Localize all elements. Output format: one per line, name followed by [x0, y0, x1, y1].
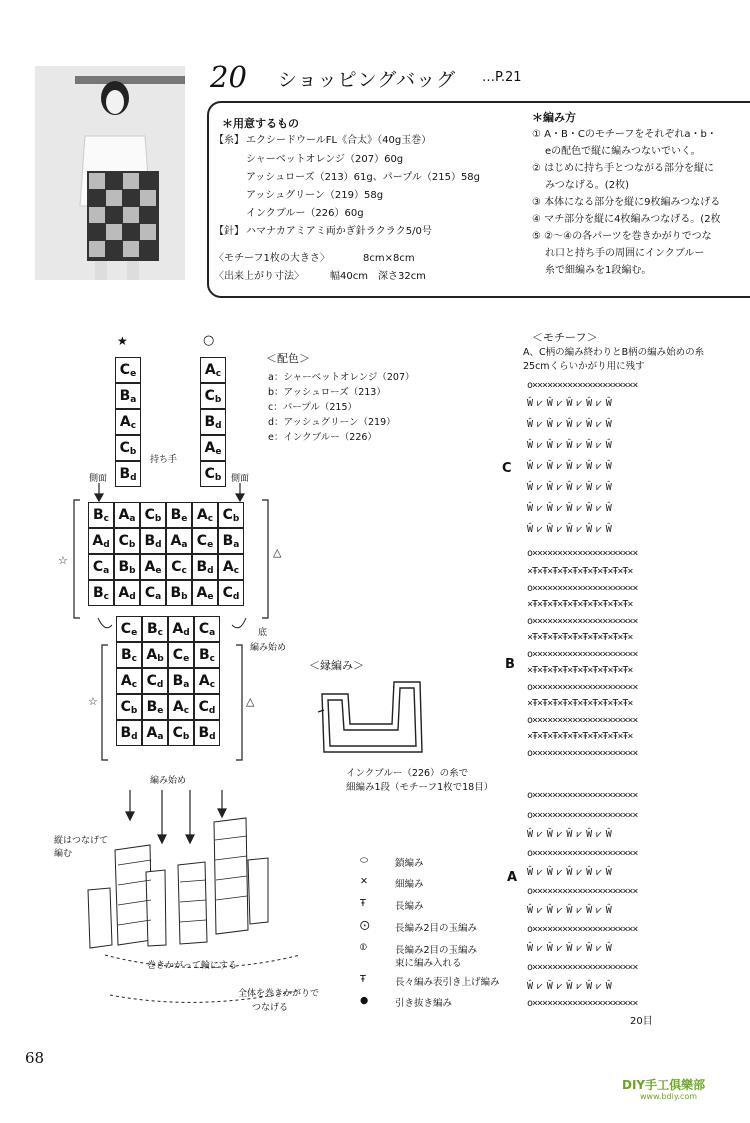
page-reference: …P.21: [482, 70, 522, 85]
chart-row: Ŵ ⩗ Ŵ ⩗ Ŵ ⩗ Ŵ ⩗ Ŵ: [527, 419, 611, 430]
chart-row: o×××××××××××××××××××××: [527, 548, 638, 559]
start-label: 編み始め: [150, 776, 187, 786]
motif-cell: $C_b$: [114, 528, 140, 554]
instruction-line: れ口と持ち手の周囲にインクブルー: [545, 248, 705, 259]
motif-note: 25cmくらいかがり用に残す: [523, 361, 645, 372]
color-key-item: d：アッシュグリーン（219）: [268, 417, 396, 428]
svg-text:☆: ☆: [88, 695, 98, 708]
chart-row: o×××××××××××××××××××××: [527, 615, 638, 627]
motif-cell: $A_b$: [142, 642, 168, 668]
chart-row: o×××××××××××××××××××××: [527, 790, 638, 801]
motif-cell: $C_b$: [200, 383, 226, 409]
motif-cell: $A_d$: [114, 580, 140, 606]
motif-cell: $C_d$: [142, 668, 168, 694]
color-key-item: a：シャーベットオレンジ（207）: [268, 372, 415, 383]
instruction-line: ② はじめに持ち手とつながる部分を縦に: [532, 163, 714, 174]
chart-row: Ŵ ⩗ Ŵ ⩗ Ŵ ⩗ Ŵ ⩗ Ŵ: [527, 524, 611, 535]
motif-cell: $A_c$: [168, 694, 194, 720]
chart-row: o×××××××××××××××××××××: [527, 810, 638, 821]
chart-row: o×××××××××××××××××××××: [527, 886, 638, 897]
motif-cell: $A_d$: [88, 528, 114, 554]
chart-row: Ŵ ⩗ Ŵ ⩗ Ŵ ⩗ Ŵ ⩗ Ŵ: [527, 503, 611, 514]
motif-cell: $B_b$: [166, 580, 192, 606]
edge-diagram: [310, 672, 450, 772]
section-label-a: A: [507, 870, 518, 885]
motif-cell: $C_d$: [194, 694, 220, 720]
motif-size-label: 〈モチーフ1枚の大きさ〉: [214, 253, 330, 264]
chart-row: Ŵ ⩗ Ŵ ⩗ Ŵ ⩗ Ŵ ⩗ Ŵ: [527, 981, 611, 992]
instruction-line: ① A・B・Cのモチーフをそれぞれa・b・: [532, 129, 717, 140]
instruction-line: ④ マチ部分を縦に4枚編みつなげる。(2枚: [532, 214, 721, 225]
chart-row: ×Ŧ×Ŧ×Ŧ×Ŧ×Ŧ×Ŧ×Ŧ×Ŧ×Ŧ×Ŧ×: [527, 665, 633, 676]
chart-row: Ŵ ⩗ Ŵ ⩗ Ŵ ⩗ Ŵ ⩗ Ŵ: [527, 482, 611, 493]
motif-cell: $B_c$: [142, 616, 168, 642]
motif-cell: $B_d$: [194, 720, 220, 746]
motif-cell: $A_c$: [115, 409, 141, 435]
circle-marker: ○: [203, 333, 215, 348]
motif-cell: $A_a$: [142, 720, 168, 746]
instruction-line: みつなげる。(2枚): [545, 180, 629, 191]
chart-row: o×××××××××××××××××××××: [527, 998, 638, 1009]
whole-note: 全体を巻きかがりで: [238, 989, 320, 999]
side-label-left: 側面: [89, 474, 108, 484]
edge-note: インクブルー（226）の糸で: [346, 768, 469, 779]
motif-cell: $A_d$: [168, 616, 194, 642]
chart-row: Ŵ ⩗ Ŵ ⩗ Ŵ ⩗ Ŵ ⩗ Ŵ: [527, 440, 611, 451]
chart-row: o×××××××××××××××××××××: [527, 681, 638, 693]
motif-cell: $A_e$: [200, 435, 226, 461]
chart-row: o×××××××××××××××××××××: [527, 582, 638, 594]
chart-row: o×××××××××××××××××××××: [527, 380, 638, 391]
motif-cell: $B_d$: [140, 528, 166, 554]
yarn-line: アッシュローズ（213）61g、パープル（215）58g: [246, 172, 481, 183]
materials-heading: ＊用意するもの: [222, 117, 299, 130]
motif-cell: $C_a$: [140, 580, 166, 606]
chart-row: o×××××××××××××××××××××: [527, 648, 638, 660]
yarn-line: エクシードウールFL《合太》（40g玉巻）: [246, 135, 432, 146]
motif-cell: $C_a$: [194, 616, 220, 642]
motif-heading: ＜モチーフ＞: [532, 331, 598, 344]
color-key-item: b：アッシュローズ（213）: [268, 387, 386, 398]
chart-row: o×××××××××××××××××××××: [527, 714, 638, 726]
motif-cell: $C_e$: [115, 357, 141, 383]
chart-row: Ŵ ⩗ Ŵ ⩗ Ŵ ⩗ Ŵ ⩗ Ŵ: [527, 867, 611, 878]
chart-row: o×××××××××××××××××××××: [527, 924, 638, 935]
color-key-item: c：パープル（215）: [268, 402, 358, 413]
motif-cell: $A_c$: [194, 668, 220, 694]
motif-cell: $A_a$: [166, 528, 192, 554]
motif-cell: $B_c$: [88, 502, 114, 528]
join-note: 編む: [54, 849, 73, 859]
pattern-number: 20: [210, 60, 247, 94]
motif-cell: $C_b$: [140, 502, 166, 528]
motif-cell: $C_e$: [192, 528, 218, 554]
yarn-line: アッシュグリーン（219）58g: [246, 190, 384, 201]
legend-symbol: ●: [360, 995, 369, 1006]
handle-label: 持ち手: [150, 452, 177, 465]
chart-row: ×Ŧ×Ŧ×Ŧ×Ŧ×Ŧ×Ŧ×Ŧ×Ŧ×Ŧ×Ŧ×: [527, 632, 633, 643]
motif-cell: $B_a$: [115, 383, 141, 409]
motif-cell: $C_d$: [218, 580, 244, 606]
stitch-count: 20目: [630, 1016, 653, 1027]
side-label-right: 側面: [231, 474, 250, 484]
svg-text:△: △: [246, 695, 255, 708]
bottom-start-label: 編み始め: [250, 643, 287, 653]
motif-cell: $B_c$: [116, 642, 142, 668]
motif-cell: $A_e$: [140, 554, 166, 580]
chart-row: o×××××××××××××××××××××: [527, 747, 638, 759]
instruction-line: eの配色で縦に編みつないでいく。: [545, 146, 701, 157]
finished-size-value: 幅40cm 深さ32cm: [330, 271, 426, 282]
chart-row: o×××××××××××××××××××××: [527, 962, 638, 973]
section-label-b: B: [505, 657, 515, 672]
instruction-line: ⑤ ②～④の各パーツを巻きかがりでつな: [532, 231, 712, 242]
yarn-line: インクブルー（226）60g: [246, 208, 364, 219]
motif-cell: $B_d$: [200, 409, 226, 435]
whole-note: つなげる: [252, 1003, 289, 1013]
instructions-heading: ＊編み方: [532, 111, 576, 124]
watermark-url: www.bdiy.com: [640, 1092, 698, 1101]
motif-cell: $B_b$: [114, 554, 140, 580]
instruction-line: ③ 本体になる部分を縦に9枚編みつなげる: [532, 197, 721, 208]
legend-name: 長編み2目の玉編み: [395, 923, 478, 934]
motif-cell: $C_e$: [168, 642, 194, 668]
motif-cell: $B_d$: [192, 554, 218, 580]
instruction-line: 糸で細編みを1段編む。: [545, 265, 652, 276]
motif-note: A、C柄の編み終わりとB柄の編み始めの糸: [523, 347, 705, 358]
legend-name: 鎖編み: [395, 858, 424, 869]
motif-cell: $C_b$: [115, 435, 141, 461]
legend-symbol: Ŧ: [360, 974, 366, 985]
legend-symbol: ⦶: [360, 942, 367, 953]
motif-cell: $C_c$: [166, 554, 192, 580]
motif-cell: $B_e$: [166, 502, 192, 528]
legend-symbol: ⬭: [360, 855, 369, 866]
chart-row: Ŵ ⩗ Ŵ ⩗ Ŵ ⩗ Ŵ ⩗ Ŵ: [527, 461, 611, 472]
motif-cell: $C_e$: [116, 616, 142, 642]
edge-heading: ＜縁編み＞: [309, 659, 364, 672]
legend-name: 長々編み表引き上げ編み: [395, 977, 500, 988]
motif-cell: $A_e$: [192, 580, 218, 606]
color-key-item: e：インクブルー（226）: [268, 432, 377, 443]
chart-row: Ŵ ⩗ Ŵ ⩗ Ŵ ⩗ Ŵ ⩗ Ŵ: [527, 829, 611, 840]
yarn-line: シャーベットオレンジ（207）60g: [246, 154, 404, 165]
motif-cell: $A_c$: [200, 357, 226, 383]
join-note: 縦はつなげて: [54, 836, 109, 846]
chart-row: ×Ŧ×Ŧ×Ŧ×Ŧ×Ŧ×Ŧ×Ŧ×Ŧ×Ŧ×Ŧ×: [527, 566, 633, 577]
motif-cell: $B_d$: [115, 461, 141, 487]
pattern-title: ショッピングバッグ: [278, 69, 457, 91]
motif-cell: $B_d$: [116, 720, 142, 746]
chart-row: o×××××××××××××××××××××: [527, 848, 638, 859]
finished-size-label: 〈出来上がり寸法〉: [214, 271, 304, 282]
chart-row: Ŵ ⩗ Ŵ ⩗ Ŵ ⩗ Ŵ ⩗ Ŵ: [527, 398, 611, 409]
motif-size-value: 8cm×8cm: [363, 253, 415, 264]
section-label-c: C: [502, 461, 512, 476]
needle-text: ハマナカアミアミ両かぎ針ラクラク5/0号: [246, 226, 432, 237]
bag-diagram-lines: [0, 0, 330, 1030]
legend-name: 細編み: [395, 879, 424, 890]
chart-row: Ŵ ⩗ Ŵ ⩗ Ŵ ⩗ Ŵ ⩗ Ŵ: [527, 905, 611, 916]
yarn-label: 【糸】: [214, 135, 244, 146]
motif-cell: $A_a$: [114, 502, 140, 528]
legend-symbol: ⨀: [360, 920, 370, 931]
motif-cell: $C_b$: [218, 502, 244, 528]
motif-cell: $B_e$: [142, 694, 168, 720]
motif-cell: $C_b$: [200, 461, 226, 487]
legend-symbol: ✕: [360, 876, 368, 887]
chart-row: ×Ŧ×Ŧ×Ŧ×Ŧ×Ŧ×Ŧ×Ŧ×Ŧ×Ŧ×Ŧ×: [527, 731, 633, 742]
chart-row: ×Ŧ×Ŧ×Ŧ×Ŧ×Ŧ×Ŧ×Ŧ×Ŧ×Ŧ×Ŧ×: [527, 698, 633, 709]
legend-name: 長編み: [395, 901, 424, 912]
roll-note: 巻きかがって輪にする: [147, 961, 238, 971]
motif-cell: $C_b$: [116, 694, 142, 720]
motif-cell: $A_c$: [116, 668, 142, 694]
chart-row: ×Ŧ×Ŧ×Ŧ×Ŧ×Ŧ×Ŧ×Ŧ×Ŧ×Ŧ×Ŧ×: [527, 599, 633, 610]
motif-cell: $A_c$: [218, 554, 244, 580]
legend-name: 束に編み入れる: [395, 958, 462, 969]
needle-label: 【針】: [214, 226, 244, 237]
motif-cell: $C_b$: [168, 720, 194, 746]
motif-cell: $B_a$: [168, 668, 194, 694]
legend-symbol: Ŧ: [360, 898, 366, 909]
legend-name: 引き抜き編み: [395, 998, 453, 1009]
svg-text:☆: ☆: [58, 554, 68, 567]
motif-cell: $B_a$: [218, 528, 244, 554]
edge-note: 細編み1段（モチーフ1枚で18目）: [346, 782, 494, 793]
color-key-heading: ＜配色＞: [266, 352, 310, 365]
page-number: 68: [25, 1049, 45, 1067]
watermark-text: DIY手工俱樂部: [622, 1078, 706, 1092]
svg-text:△: △: [273, 546, 282, 559]
chart-row: Ŵ ⩗ Ŵ ⩗ Ŵ ⩗ Ŵ ⩗ Ŵ: [527, 943, 611, 954]
star-marker: ★: [117, 334, 128, 348]
motif-cell: $C_a$: [88, 554, 114, 580]
bottom-label: 底: [258, 628, 268, 638]
motif-cell: $B_c$: [88, 580, 114, 606]
legend-name: 長編み2目の玉編み: [395, 945, 478, 956]
motif-cell: $A_c$: [192, 502, 218, 528]
motif-cell: $B_c$: [194, 642, 220, 668]
